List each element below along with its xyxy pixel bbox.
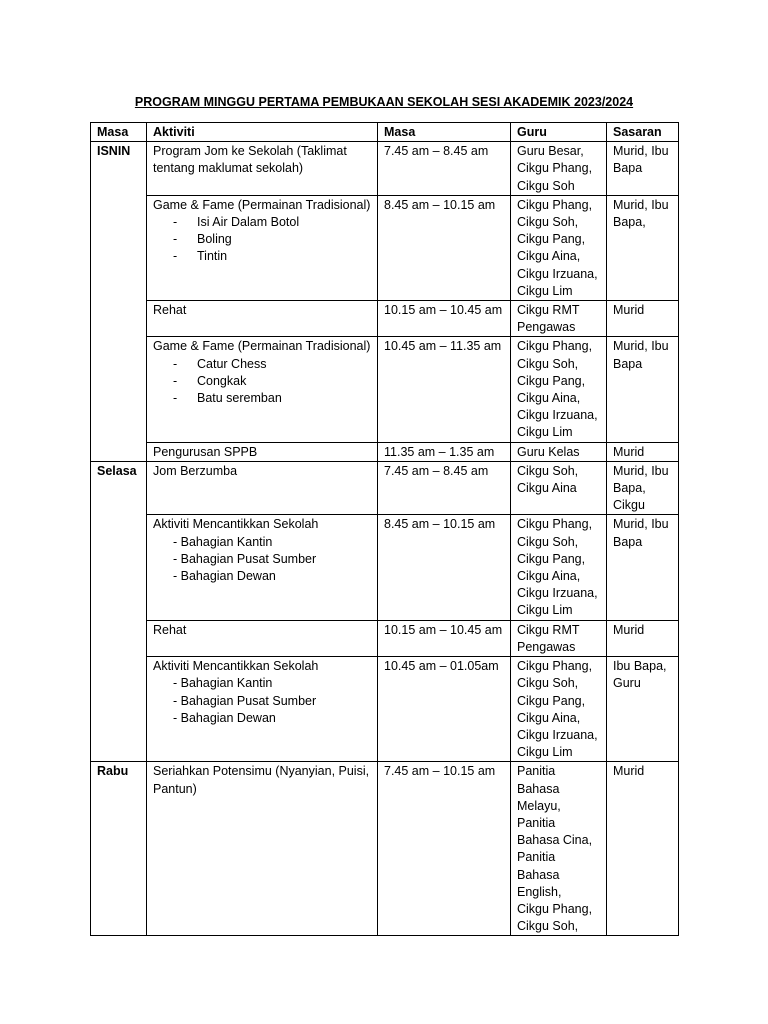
- teacher-cell: [511, 142, 607, 196]
- activity-cell: Jom Berzumba: [147, 461, 378, 515]
- teacher-line: Cikgu Soh,: [517, 676, 579, 691]
- teacher-line: Cikgu Aina,: [517, 569, 581, 584]
- activity-subitem: - Catur Chess: [173, 356, 267, 371]
- teacher-cell: Guru Kelas: [511, 442, 607, 461]
- teacher-cell: [511, 620, 607, 656]
- table-row: [91, 301, 679, 337]
- table-row: [91, 620, 679, 656]
- teacher-line: Cikgu Phang,: [517, 161, 593, 176]
- day-cell-rabu: Rabu: [91, 762, 147, 936]
- target-line: Murid, Ibu: [613, 463, 669, 478]
- table-row: [91, 195, 679, 300]
- time-cell: 10.15 am – 10.45 am: [378, 620, 511, 656]
- teacher-cell: [511, 195, 607, 300]
- teacher-line: Panitia: [517, 764, 556, 779]
- teacher-line: Bahasa: [517, 867, 560, 882]
- activity-text: Aktiviti Mencantikkan Sekolah: [153, 517, 319, 532]
- target-line: Bapa: [613, 534, 643, 549]
- teacher-cell: [511, 461, 607, 515]
- table-row: [91, 657, 679, 762]
- teacher-cell: [511, 657, 607, 762]
- target-line: Cikgu: [613, 498, 645, 513]
- teacher-line: Cikgu Phang,: [517, 197, 593, 212]
- time-cell: 8.45 am – 10.15 am: [378, 195, 511, 300]
- time-cell: 10.15 am – 10.45 am: [378, 301, 511, 337]
- teacher-line: Melayu,: [517, 798, 561, 813]
- header-teacher: Guru: [511, 123, 607, 142]
- activity-text: Aktiviti Mencantikkan Sekolah: [153, 659, 319, 674]
- teacher-line: Cikgu Phang,: [517, 659, 593, 674]
- teacher-line: Pengawas: [517, 639, 576, 654]
- activity-subitem: - Bahagian Dewan: [173, 569, 276, 584]
- teacher-line: Cikgu RMT: [517, 622, 580, 637]
- target-cell: Murid: [607, 301, 679, 337]
- activity-subitem: - Congkak: [173, 373, 247, 388]
- teacher-line: Cikgu Lim: [517, 283, 573, 298]
- time-cell: 8.45 am – 10.15 am: [378, 515, 511, 620]
- teacher-line: Cikgu Pang,: [517, 373, 586, 388]
- target-line: Murid, Ibu: [613, 517, 669, 532]
- header-activity: Aktiviti: [147, 123, 378, 142]
- target-cell: [607, 461, 679, 515]
- activity-cell: Pengurusan SPPB: [147, 442, 378, 461]
- activity-subitem: - Bahagian Kantin: [173, 534, 273, 549]
- target-line: Murid, Ibu: [613, 144, 669, 159]
- time-cell: 7.45 am – 8.45 am: [378, 142, 511, 196]
- teacher-cell: [511, 515, 607, 620]
- target-line: Bapa,: [613, 481, 646, 496]
- target-line: Guru: [613, 676, 641, 691]
- activity-cell: Rehat: [147, 620, 378, 656]
- teacher-line: Cikgu Pang,: [517, 551, 586, 566]
- activity-subitem: - Batu seremban: [173, 391, 282, 406]
- teacher-line: Cikgu Soh: [517, 178, 575, 193]
- teacher-line: Cikgu Soh,: [517, 215, 579, 230]
- teacher-cell: [511, 762, 607, 936]
- activity-subitem: - Bahagian Pusat Sumber: [173, 551, 317, 566]
- time-cell: 7.45 am – 10.15 am: [378, 762, 511, 936]
- teacher-line: Cikgu Phang,: [517, 339, 593, 354]
- activity-subitem: - Tintin: [173, 249, 228, 264]
- activity-text: Game & Fame (Permainan Tradisional): [153, 197, 371, 212]
- header-day: Masa: [91, 123, 147, 142]
- teacher-line: Bahasa Cina,: [517, 833, 593, 848]
- teacher-line: Pengawas: [517, 320, 576, 335]
- teacher-cell: [511, 337, 607, 442]
- teacher-line: Cikgu Soh,: [517, 919, 579, 934]
- activity-cell: Rehat: [147, 301, 378, 337]
- teacher-line: Cikgu Lim: [517, 425, 573, 440]
- table-row: [91, 442, 679, 461]
- teacher-line: Cikgu Aina,: [517, 249, 581, 264]
- activity-cell: [147, 195, 378, 300]
- time-cell: 10.45 am – 01.05am: [378, 657, 511, 762]
- time-cell: 10.45 am – 11.35 am: [378, 337, 511, 442]
- activity-subitem: - Bahagian Pusat Sumber: [173, 693, 317, 708]
- teacher-line: Cikgu Irzuana,: [517, 408, 598, 423]
- table-row: [91, 461, 679, 515]
- teacher-line: Cikgu RMT: [517, 303, 580, 318]
- teacher-cell: [511, 301, 607, 337]
- target-cell: Murid: [607, 620, 679, 656]
- activity-cell: [147, 142, 378, 196]
- table-row: [91, 337, 679, 442]
- teacher-line: Cikgu Pang,: [517, 232, 586, 247]
- activity-text: Program Jom ke Sekolah (Taklimat tentang maklumat sekolah): [153, 144, 347, 176]
- target-line: Murid, Ibu: [613, 197, 669, 212]
- teacher-line: Cikgu Pang,: [517, 693, 586, 708]
- schedule-table: [90, 122, 679, 936]
- teacher-line: Cikgu Lim: [517, 745, 573, 760]
- teacher-line: Cikgu Soh,: [517, 356, 579, 371]
- teacher-line: Cikgu Lim: [517, 603, 573, 618]
- teacher-line: Cikgu Phang,: [517, 901, 593, 916]
- teacher-line: Guru Besar,: [517, 144, 584, 159]
- day-cell-isnin: ISNIN: [91, 142, 147, 462]
- target-line: Bapa: [613, 161, 643, 176]
- teacher-line: Cikgu Phang,: [517, 517, 593, 532]
- target-line: Bapa: [613, 356, 643, 371]
- table-row: [91, 515, 679, 620]
- table-header-row: [91, 123, 679, 142]
- teacher-line: English,: [517, 884, 562, 899]
- teacher-line: Bahasa: [517, 781, 560, 796]
- table-row: [91, 142, 679, 196]
- teacher-line: Cikgu Aina: [517, 481, 577, 496]
- page-title: PROGRAM MINGGU PERTAMA PEMBUKAAN SEKOLAH SESI AKADEMIK 2023/2024: [134, 95, 634, 109]
- activity-cell: [147, 337, 378, 442]
- teacher-line: Panitia: [517, 815, 556, 830]
- activity-subitem: - Bahagian Dewan: [173, 710, 276, 725]
- header-target: Sasaran: [607, 123, 679, 142]
- target-cell: Murid: [607, 442, 679, 461]
- target-cell: [607, 195, 679, 300]
- time-cell: 11.35 am – 1.35 am: [378, 442, 511, 461]
- target-cell: [607, 142, 679, 196]
- target-line: Bapa,: [613, 215, 646, 230]
- day-cell-selasa: Selasa: [91, 461, 147, 761]
- header-time: Masa: [378, 123, 511, 142]
- target-cell: [607, 657, 679, 762]
- teacher-line: Cikgu Irzuana,: [517, 266, 598, 281]
- activity-cell: Seriahkan Potensimu (Nyanyian, Puisi, Pantun): [147, 762, 378, 936]
- target-line: Murid, Ibu: [613, 339, 669, 354]
- target-cell: Murid: [607, 762, 679, 936]
- activity-cell: [147, 657, 378, 762]
- teacher-line: Cikgu Irzuana,: [517, 586, 598, 601]
- activity-cell: [147, 515, 378, 620]
- activity-text: Game & Fame (Permainan Tradisional): [153, 339, 371, 354]
- teacher-line: Panitia: [517, 850, 556, 865]
- teacher-line: Cikgu Aina,: [517, 710, 581, 725]
- teacher-line: Cikgu Soh,: [517, 534, 579, 549]
- teacher-line: Cikgu Soh,: [517, 463, 579, 478]
- teacher-line: Cikgu Aina,: [517, 391, 581, 406]
- teacher-line: Cikgu Irzuana,: [517, 727, 598, 742]
- table-row: [91, 762, 679, 936]
- time-cell: 7.45 am – 8.45 am: [378, 461, 511, 515]
- target-line: Ibu Bapa,: [613, 659, 667, 674]
- activity-subitem: - Bahagian Kantin: [173, 676, 273, 691]
- target-cell: [607, 515, 679, 620]
- activity-subitem: - Boling: [173, 232, 232, 247]
- activity-subitem: - Isi Air Dalam Botol: [173, 215, 300, 230]
- target-cell: [607, 337, 679, 442]
